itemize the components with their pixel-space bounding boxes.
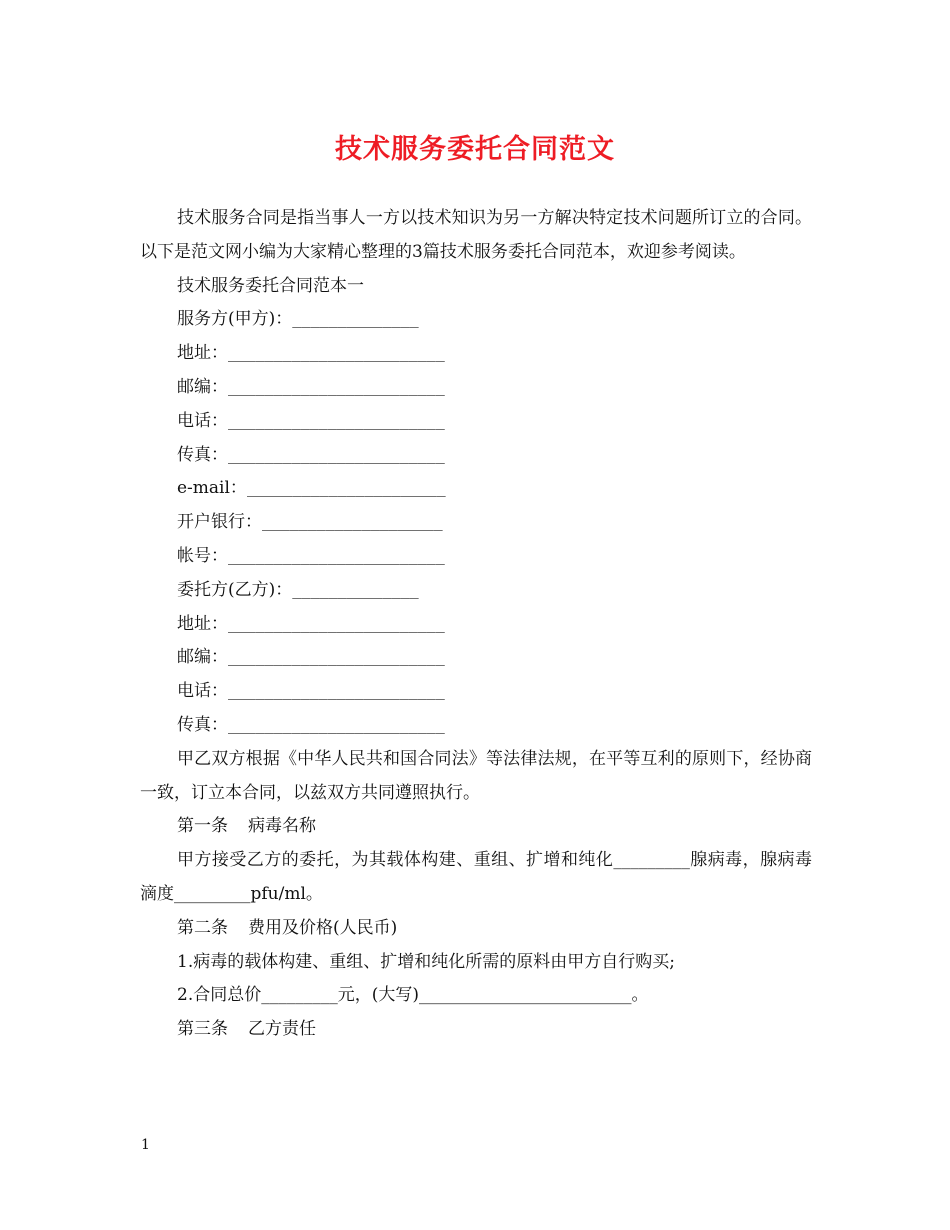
- party-a-postcode-row: [140, 371, 812, 405]
- field-label: 邮编：: [177, 376, 228, 397]
- article-name: 病毒名称: [248, 816, 316, 837]
- party-b-address-row: [140, 608, 812, 642]
- field-label: 电话：: [177, 681, 228, 702]
- party-a-heading: [140, 303, 812, 337]
- field-blank: ________________________: [228, 445, 445, 464]
- field-blank: ____________________: [262, 513, 443, 532]
- article-1-heading: [140, 810, 812, 844]
- field-label: 地址：: [177, 343, 228, 364]
- party-a-label: 服务方(甲方)：: [177, 309, 293, 330]
- party-a-phone-row: [140, 405, 812, 439]
- article-number: 第一条: [177, 816, 228, 837]
- article-name: 乙方责任: [248, 1019, 316, 1040]
- page-number: 1: [141, 1137, 150, 1153]
- sample-heading: 技术服务委托合同范本一: [177, 275, 364, 296]
- field-label: 帐号：: [177, 545, 228, 566]
- party-b-postcode-row: [140, 641, 812, 675]
- party-a-bank-row: [140, 506, 812, 540]
- party-b-heading: [140, 574, 812, 608]
- document-body: [140, 202, 812, 1047]
- field-label: 邮编：: [177, 647, 228, 668]
- party-b-phone-row: [140, 675, 812, 709]
- field-blank: ______________________: [246, 479, 446, 498]
- article-2-item-2: 2.合同总价_________元，(大写)_________________________。: [177, 985, 649, 1006]
- party-a-fax-row: [140, 439, 812, 473]
- party-b-fax-row: [140, 709, 812, 743]
- article-3-heading: [140, 1013, 812, 1047]
- party-a-address-row: [140, 337, 812, 371]
- field-blank: ________________________: [228, 614, 445, 633]
- field-blank: ________________________: [228, 411, 445, 430]
- article-number: 第三条: [177, 1019, 228, 1040]
- field-label: 电话：: [177, 410, 228, 431]
- field-blank: ________________________: [228, 546, 445, 565]
- article-2-item-1: 1.病毒的载体构建、重组、扩增和纯化所需的原料由甲方自行购买;: [177, 951, 675, 972]
- field-label: e-mail：: [177, 478, 247, 499]
- article-name: 费用及价格(人民币): [248, 917, 398, 938]
- field-blank: ________________________: [228, 377, 445, 396]
- article-number: 第二条: [177, 917, 228, 938]
- intro-paragraph: 技术服务合同是指当事人一方以技术知识为另一方解决特定技术问题所订立的合同。以下是范文网小编为大家精心整理的3篇技术服务委托合同范本，欢迎参考阅读。: [140, 208, 812, 262]
- field-blank: ________________________: [228, 682, 445, 701]
- field-label: 传真：: [177, 444, 228, 465]
- party-a-email-row: [140, 472, 812, 506]
- preamble-paragraph: 甲乙双方根据《中华人民共和国合同法》等法律法规，在平等互利的原则下，经协商一致，订立本合同，以兹双方共同遵照执行。: [140, 748, 812, 803]
- field-blank: ________________________: [228, 648, 445, 667]
- field-label: 地址：: [177, 613, 228, 634]
- article-2-heading: [140, 912, 812, 946]
- party-b-label: 委托方(乙方)：: [177, 579, 293, 600]
- field-blank: ________________________: [228, 344, 445, 363]
- field-blank: ________________________: [228, 715, 445, 734]
- field-label: 传真：: [177, 714, 228, 735]
- document-title: 技术服务委托合同范文: [335, 134, 615, 165]
- field-label: 开户银行：: [177, 512, 262, 533]
- party-a-blank: ______________: [292, 310, 419, 329]
- party-a-account-row: [140, 540, 812, 574]
- article-1-text: 甲方接受乙方的委托，为其载体构建、重组、扩增和纯化_________腺病毒，腺病毒滴度_________pfu/ml。: [140, 850, 812, 904]
- party-b-blank: ______________: [292, 580, 419, 599]
